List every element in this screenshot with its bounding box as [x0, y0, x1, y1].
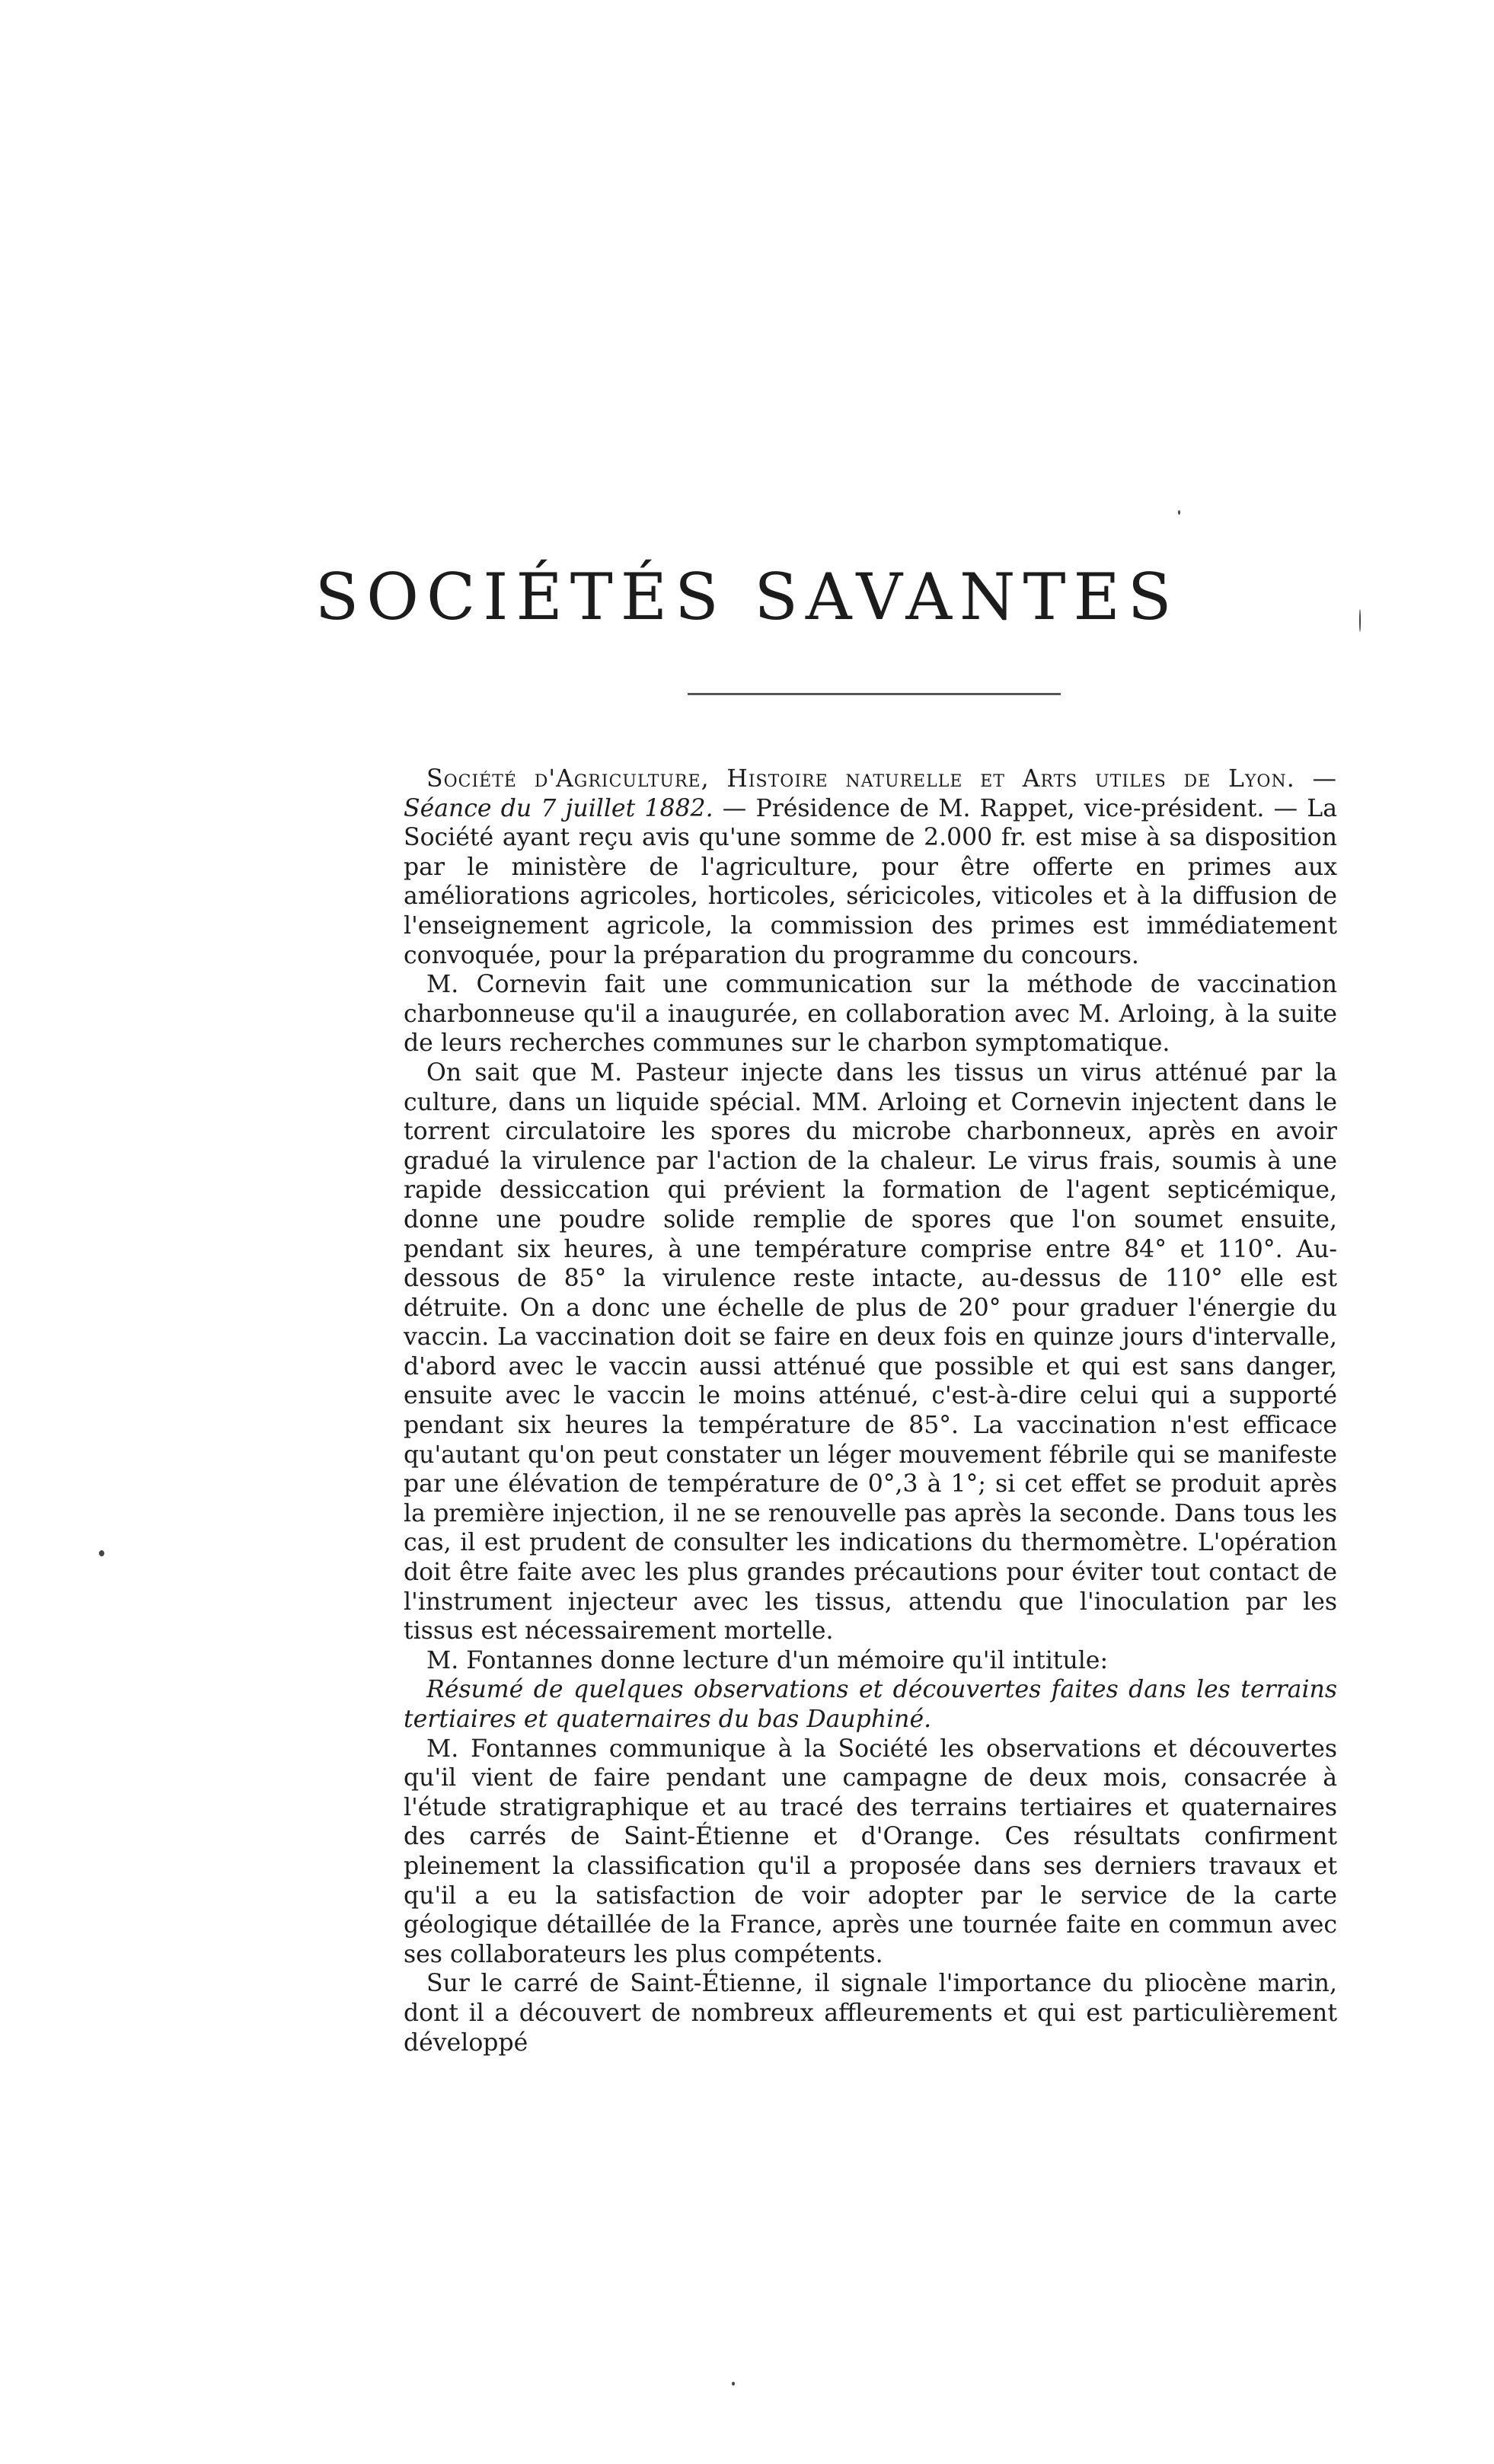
scan-speck [732, 2382, 735, 2386]
session-date: Séance du 7 juillet 1882. [404, 794, 713, 822]
paragraph-7: Sur le carré de Saint-Étienne, il signale l'importance du pliocène marin, dont il a découvert de nombreux affleurements et qui est particulièrement développé [404, 1970, 1337, 2057]
paragraph-1 [404, 764, 1337, 970]
scan-speck [1178, 510, 1180, 515]
paragraph-2: M. Cornevin fait une communication sur la méthode de vaccination charbonneuse qu'il a inaugurée, en collaboration avec M. Arloing, à la suite de leurs recherches communes sur le charbon symptomatique. [404, 971, 1337, 1058]
paragraph-6: M. Fontannes communique à la Société les observations et découvertes qu'il vient de faire pendant une campagne de deux mois, consacrée à l'étude stratigraphique et au tracé des terrains tertiaires et quaternaires des carrés de Saint-Étienne et d'Orange. Ces résultats confirment pleinement la classification qu'il a proposée dans ses derniers travaux et qu'il a eu la satisfaction de voir adopter par le service de la carte géologique détaillée de la France, après une tournée faite en commun avec ses collaborateurs les plus compétents. [404, 1735, 1337, 1968]
page-title: SOCIÉTÉS SAVANTES [314, 560, 1180, 634]
paragraph-3: On sait que M. Pasteur injecte dans les tissus un virus atténué par la culture, dans un liquide spécial. MM. Arloing et Cornevin injectent dans le torrent circulatoire les spores du microbe charbonneux, après en avoir gradué la virulence par l'action de la chaleur. Le virus frais, soumis à une rapide dessiccation qui prévient la formation de l'agent septicémique, donne une poudre solide remplie de spores que l'on soumet ensuite, pendant six heures, à une température comprise entre 84° et 110°. Au-dessous de 85° la virulence reste intacte, au-dessus de 110° elle est détruite. On a donc une échelle de plus de 20° pour graduer l'énergie du vaccin. La vaccination doit se faire en deux fois en quinze jours d'intervalle, d'abord avec le vaccin aussi atténué que possible et qui est sans danger, ensuite avec le vaccin le moins atténué, c'est-à-dire celui qui a supporté pendant six heures la température de 85°. La vaccination n'est efficace qu'autant qu'on peut constater un léger mouvement fébrile qui se manifeste par une élévation de température de 0°,3 à 1°; si cet effet se produit après la première injection, il ne se renouvelle pas après la seconde. Dans tous les cas, il est prudent de consulter les indications du thermomètre. L'opération doit être faite avec les plus grandes précautions pour éviter tout contact de l'instrument injecteur avec les tissus, attendu que l'inoculation par les tissus est nécessairement mortelle. [404, 1058, 1337, 1645]
scan-speck [1359, 609, 1361, 632]
article-body [404, 764, 1337, 2057]
memoir-title: Résumé de quelques observations et découvertes faites dans les terrains tertiaires et quaternaires du bas Dauphiné. [404, 1676, 1337, 1733]
title-rule [688, 693, 1061, 695]
paragraph-4: M. Fontannes donne lecture d'un mémoire qu'il intitule: [426, 1646, 1109, 1674]
scan-speck [99, 1550, 104, 1556]
society-heading: Société d'Agriculture, Histoire naturelle et Arts utiles de Lyon. — [426, 765, 1337, 793]
paragraph-1-body: — Présidence de M. Rappet, vice-président. — La Société ayant reçu avis qu'une somme de 2.000 fr. est mise à sa disposition par le ministère de l'agriculture, pour être offerte en primes aux améliorations agricoles, horticoles, séricicoles, viticoles et à la diffusion de l'enseignement agricole, la commission des primes est immédiatement convoquée, pour la préparation du programme du concours. [404, 794, 1337, 969]
